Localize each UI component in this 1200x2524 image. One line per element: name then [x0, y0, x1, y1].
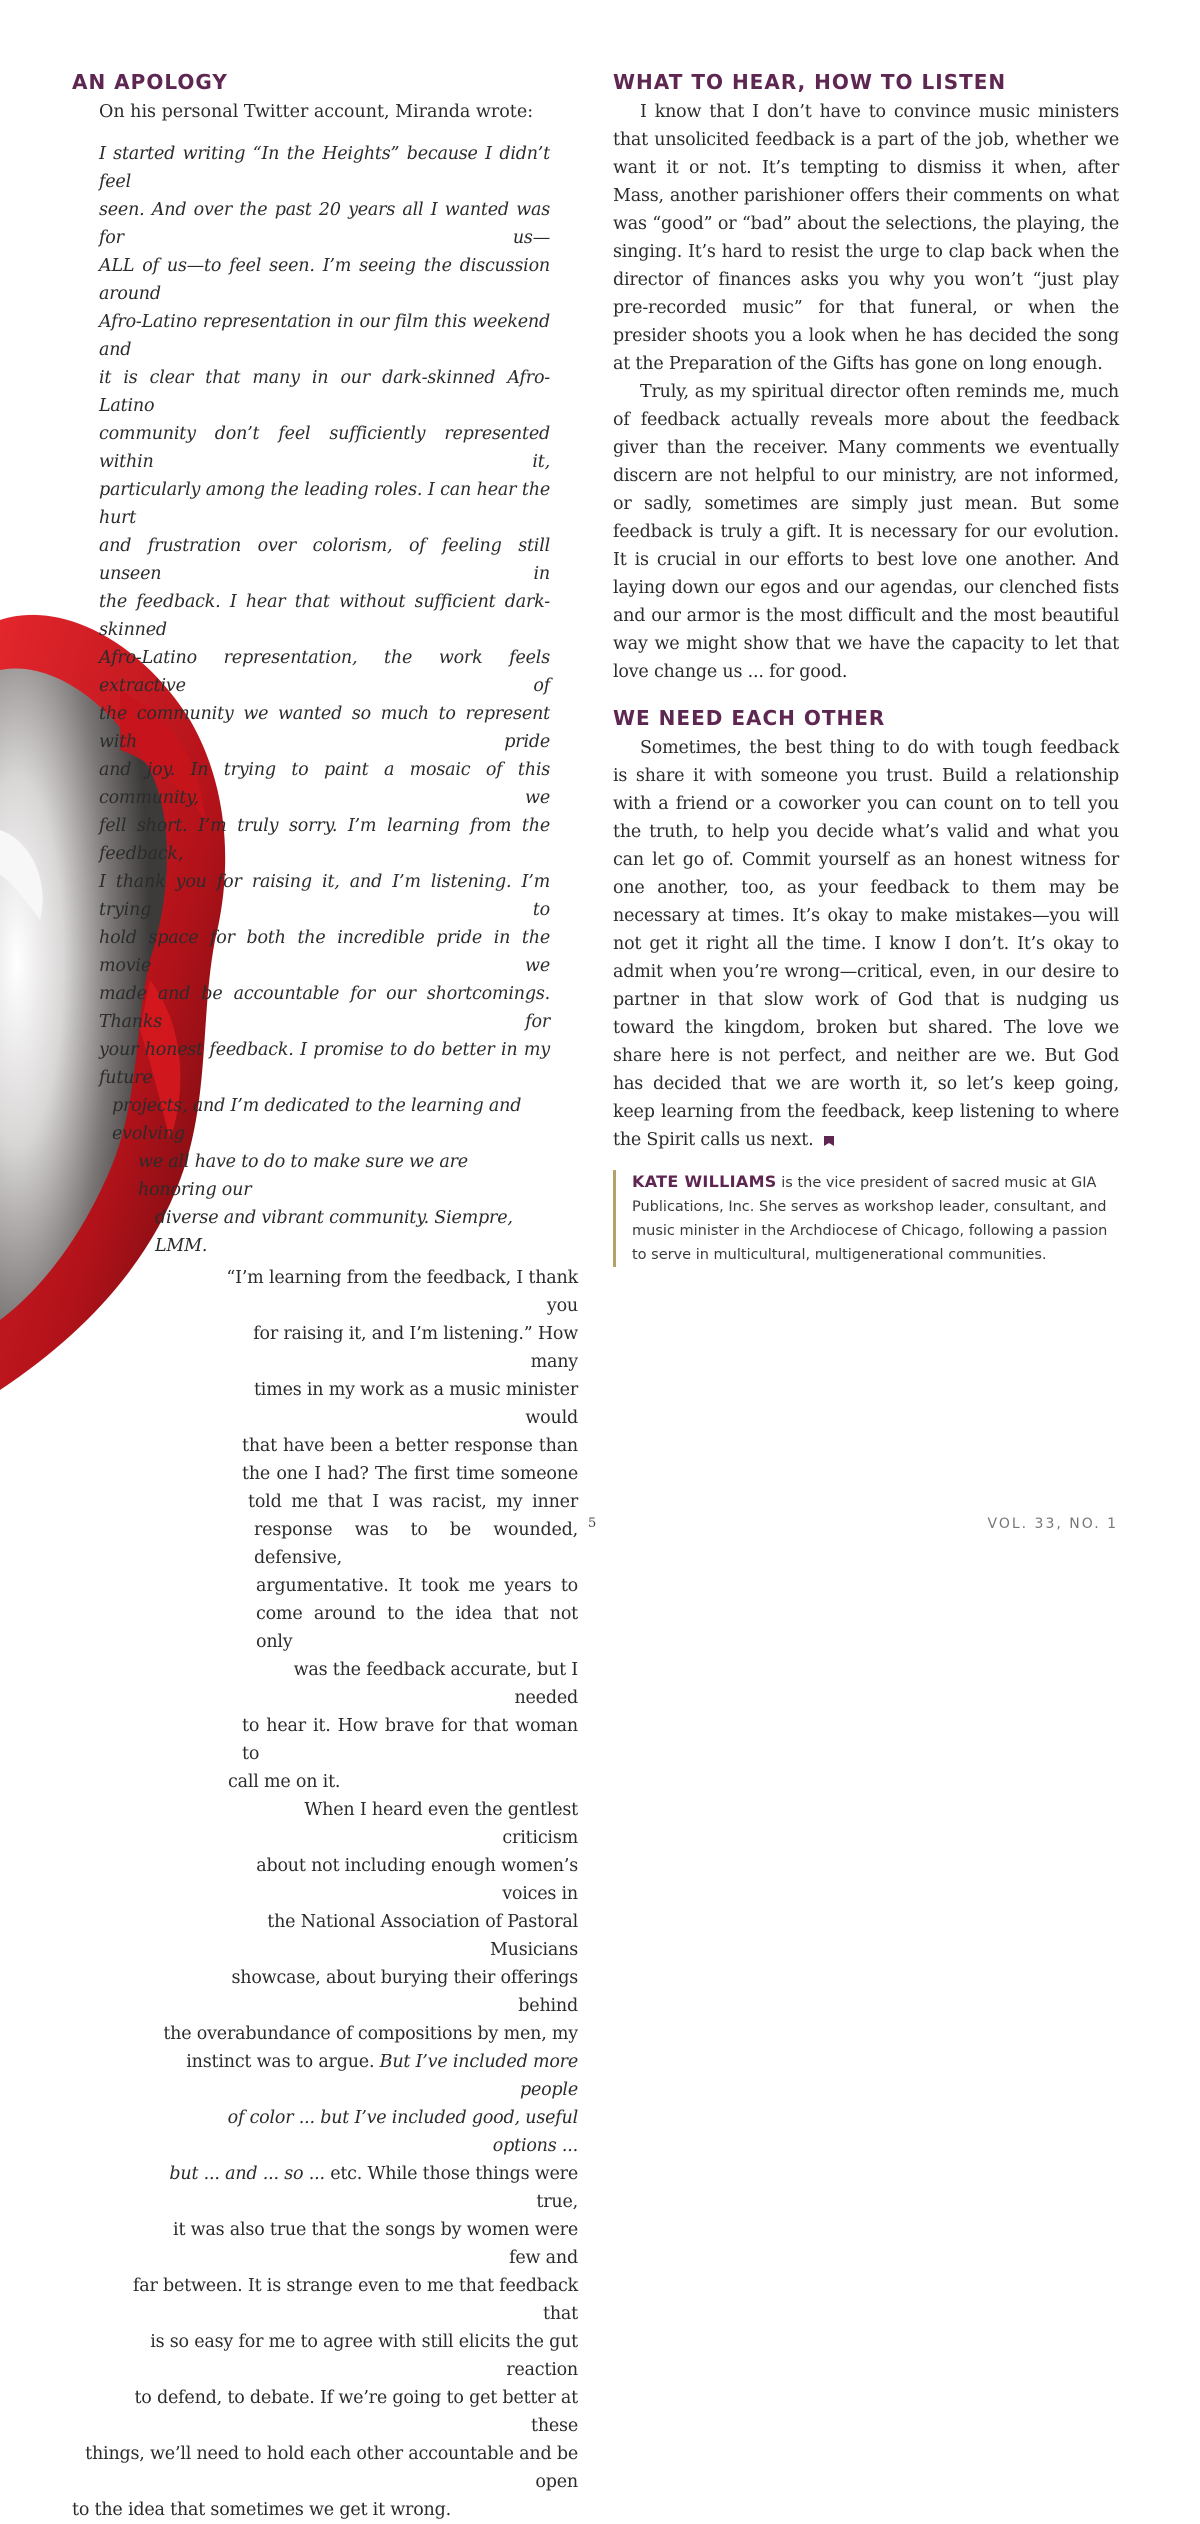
quote-line: diverse and vibrant community. Siempre, LMM. — [155, 1208, 513, 1256]
quote-line: Afro-Latino representation in our film this weekend and — [99, 312, 550, 360]
body-line: to hear it. How brave for that woman to — [242, 1716, 578, 1764]
body-line: about not including enough women’s voices in — [256, 1856, 578, 1904]
body-line: instinct was to argue. But I’ve included more people — [186, 2052, 578, 2100]
body-line: to defend, to debate. If we’re going to get better at these — [134, 2388, 578, 2436]
apology-quote — [99, 140, 550, 1260]
author-bio — [613, 1170, 1112, 1267]
body-line: “I’m learning from the feedback, I thank you — [226, 1268, 578, 1316]
body-line: to the idea that sometimes we get it wrong. — [72, 2500, 451, 2520]
quote-line: seen. And over the past 20 years all I wanted was for us— — [99, 200, 550, 248]
lead-paragraph: On his personal Twitter account, Miranda wrote: — [99, 102, 534, 122]
body-line: was the feedback accurate, but I needed — [293, 1660, 578, 1708]
quote-line: your honest feedback. I promise to do better in my future — [99, 1040, 550, 1088]
quote-line: fell short. I’m truly sorry. I’m learning from the feedback, — [99, 816, 550, 864]
body-line: far between. It is strange even to me that feedback that — [132, 2276, 578, 2324]
quote-line: the feedback. I hear that without sufficient dark-skinned — [99, 592, 550, 640]
section-heading-listen: WHAT TO HEAR, HOW TO LISTEN — [613, 70, 1007, 94]
right-column — [613, 68, 1119, 1267]
left-column — [72, 68, 578, 2524]
paragraph-each-other — [613, 734, 1119, 1154]
body-line: is so easy for me to agree with still elicits the gut reaction — [150, 2332, 578, 2380]
body-line: the National Association of Pastoral Musicians — [267, 1912, 578, 1960]
page-number: 5 — [588, 1516, 597, 1531]
body-line: the one I had? The first time someone — [242, 1464, 578, 1484]
body-line: call me on it. — [228, 1772, 341, 1792]
body-line: for raising it, and I’m listening.” How many — [253, 1324, 578, 1372]
quote-line: and frustration over colorism, of feeling still unseen in — [99, 536, 550, 584]
left-body-text — [72, 1264, 578, 2524]
quote-line: we all have to do to make sure we are honoring our — [138, 1152, 468, 1200]
body-line: told me that I was racist, my inner — [248, 1492, 578, 1512]
quote-line: and joy. In trying to paint a mosaic of this community, we — [99, 760, 550, 808]
quote-line: made and be accountable for our shortcomings. Thanks for — [99, 984, 550, 1032]
body-line: that have been a better response than — [242, 1436, 578, 1456]
body-line: times in my work as a music minister would — [253, 1380, 578, 1428]
volume-issue: VOL. 33, NO. 1 — [987, 1516, 1118, 1532]
quote-line: I started writing “In the Heights” because I didn’t feel — [99, 144, 550, 192]
section-heading-apology: AN APOLOGY — [72, 70, 228, 94]
body-line: response was to be wounded, defensive, — [254, 1520, 578, 1568]
author-bio-text: is the vice president of sacred music at GIA Publications, Inc. She serves as workshop leader, consultant, and music minister in the Archdiocese of Chicago, following a passion to serve in multicultural, multigenerational communities. — [632, 1175, 1108, 1263]
author-name: KATE WILLIAMS — [632, 1172, 777, 1191]
paragraph-listen-1: I know that I don’t have to convince music ministers that unsolicited feedback is a part of the job, whether we want it or not. It’s tempting to dismiss it when, after Mass, another parishioner offers their comments on what was “good” or “bad” about the selections, the playing, the singing. It’s hard to resist the urge to clap back when the director of finances asks you why you won’t “just play pre-recorded music” for that funeral, or when the presider shoots you a look when he has decided the song at the Preparation of the Gifts has gone on long enough. — [613, 102, 1119, 374]
paragraph-listen-2: Truly, as my spiritual director often reminds me, much of feedback actually reveals more about the feedback giver than the receiver. Many comments we eventually discern are not helpful to our ministry, are not informed, or sadly, sometimes are simply just mean. But some feedback is truly a gift. It is necessary for our evolution. It is crucial in our efforts to best love one another. And laying down our egos and our agendas, our clenched fists and our armor is the most difficult and the most beautiful way we might show that we have the capacity to let that love change us ... for good. — [613, 382, 1119, 682]
paragraph-each-other-text: Sometimes, the best thing to do with tough feedback is share it with someone you trust. Build a relationship with a friend or a coworker you can count on to tell you the truth, to help you decide what’s valid and what you can let go of. Commit yourself as an honest witness for one another, too, as your feedback to them may be necessary at times. It’s okay to make mistakes—you will not get it right all the time. I know I don’t. It’s okay to admit when you’re wrong—critical, even, in our desire to partner in that slow work of God that is nudging us toward the kingdom, broken but shared. The love we share here is not perfect, and neither are we. But God has decided that we are worth it, so let’s keep going, keep learning from the feedback, keep listening to where the Spirit calls us next. — [613, 738, 1119, 1150]
body-line: but ... and ... so ... etc. While those things were true, — [169, 2164, 578, 2212]
body-line: the overabundance of compositions by men, my — [163, 2024, 578, 2044]
body-line: argumentative. It took me years to — [256, 1576, 578, 1596]
body-line: come around to the idea that not only — [256, 1604, 578, 1652]
bookmark-icon — [823, 1135, 835, 1147]
quote-line: I thank you for raising it, and I’m listening. I’m trying to — [99, 872, 550, 920]
section-heading-each-other: WE NEED EACH OTHER — [613, 706, 886, 730]
quote-line: projects, and I’m dedicated to the learning and evolving — [112, 1096, 522, 1144]
quote-line: the community we wanted so much to represent with pride — [99, 704, 550, 752]
body-line: of color ... but I’ve included good, useful options ... — [227, 2108, 578, 2156]
quote-line: ALL of us—to feel seen. I’m seeing the discussion around — [99, 256, 550, 304]
body-line: things, we’ll need to hold each other accountable and be open — [85, 2444, 578, 2492]
quote-line: it is clear that many in our dark-skinned Afro-Latino — [99, 368, 550, 416]
quote-line: Afro-Latino representation, the work feels extractive of — [99, 648, 550, 696]
body-line: When I heard even the gentlest criticism — [304, 1800, 578, 1848]
body-line: it was also true that the songs by women were few and — [173, 2220, 578, 2268]
quote-line: community don’t feel sufficiently represented within it, — [99, 424, 550, 472]
quote-line: particularly among the leading roles. I can hear the hurt — [99, 480, 550, 528]
body-line: showcase, about burying their offerings behind — [231, 1968, 578, 2016]
quote-line: hold space for both the incredible pride in the movie we — [99, 928, 550, 976]
